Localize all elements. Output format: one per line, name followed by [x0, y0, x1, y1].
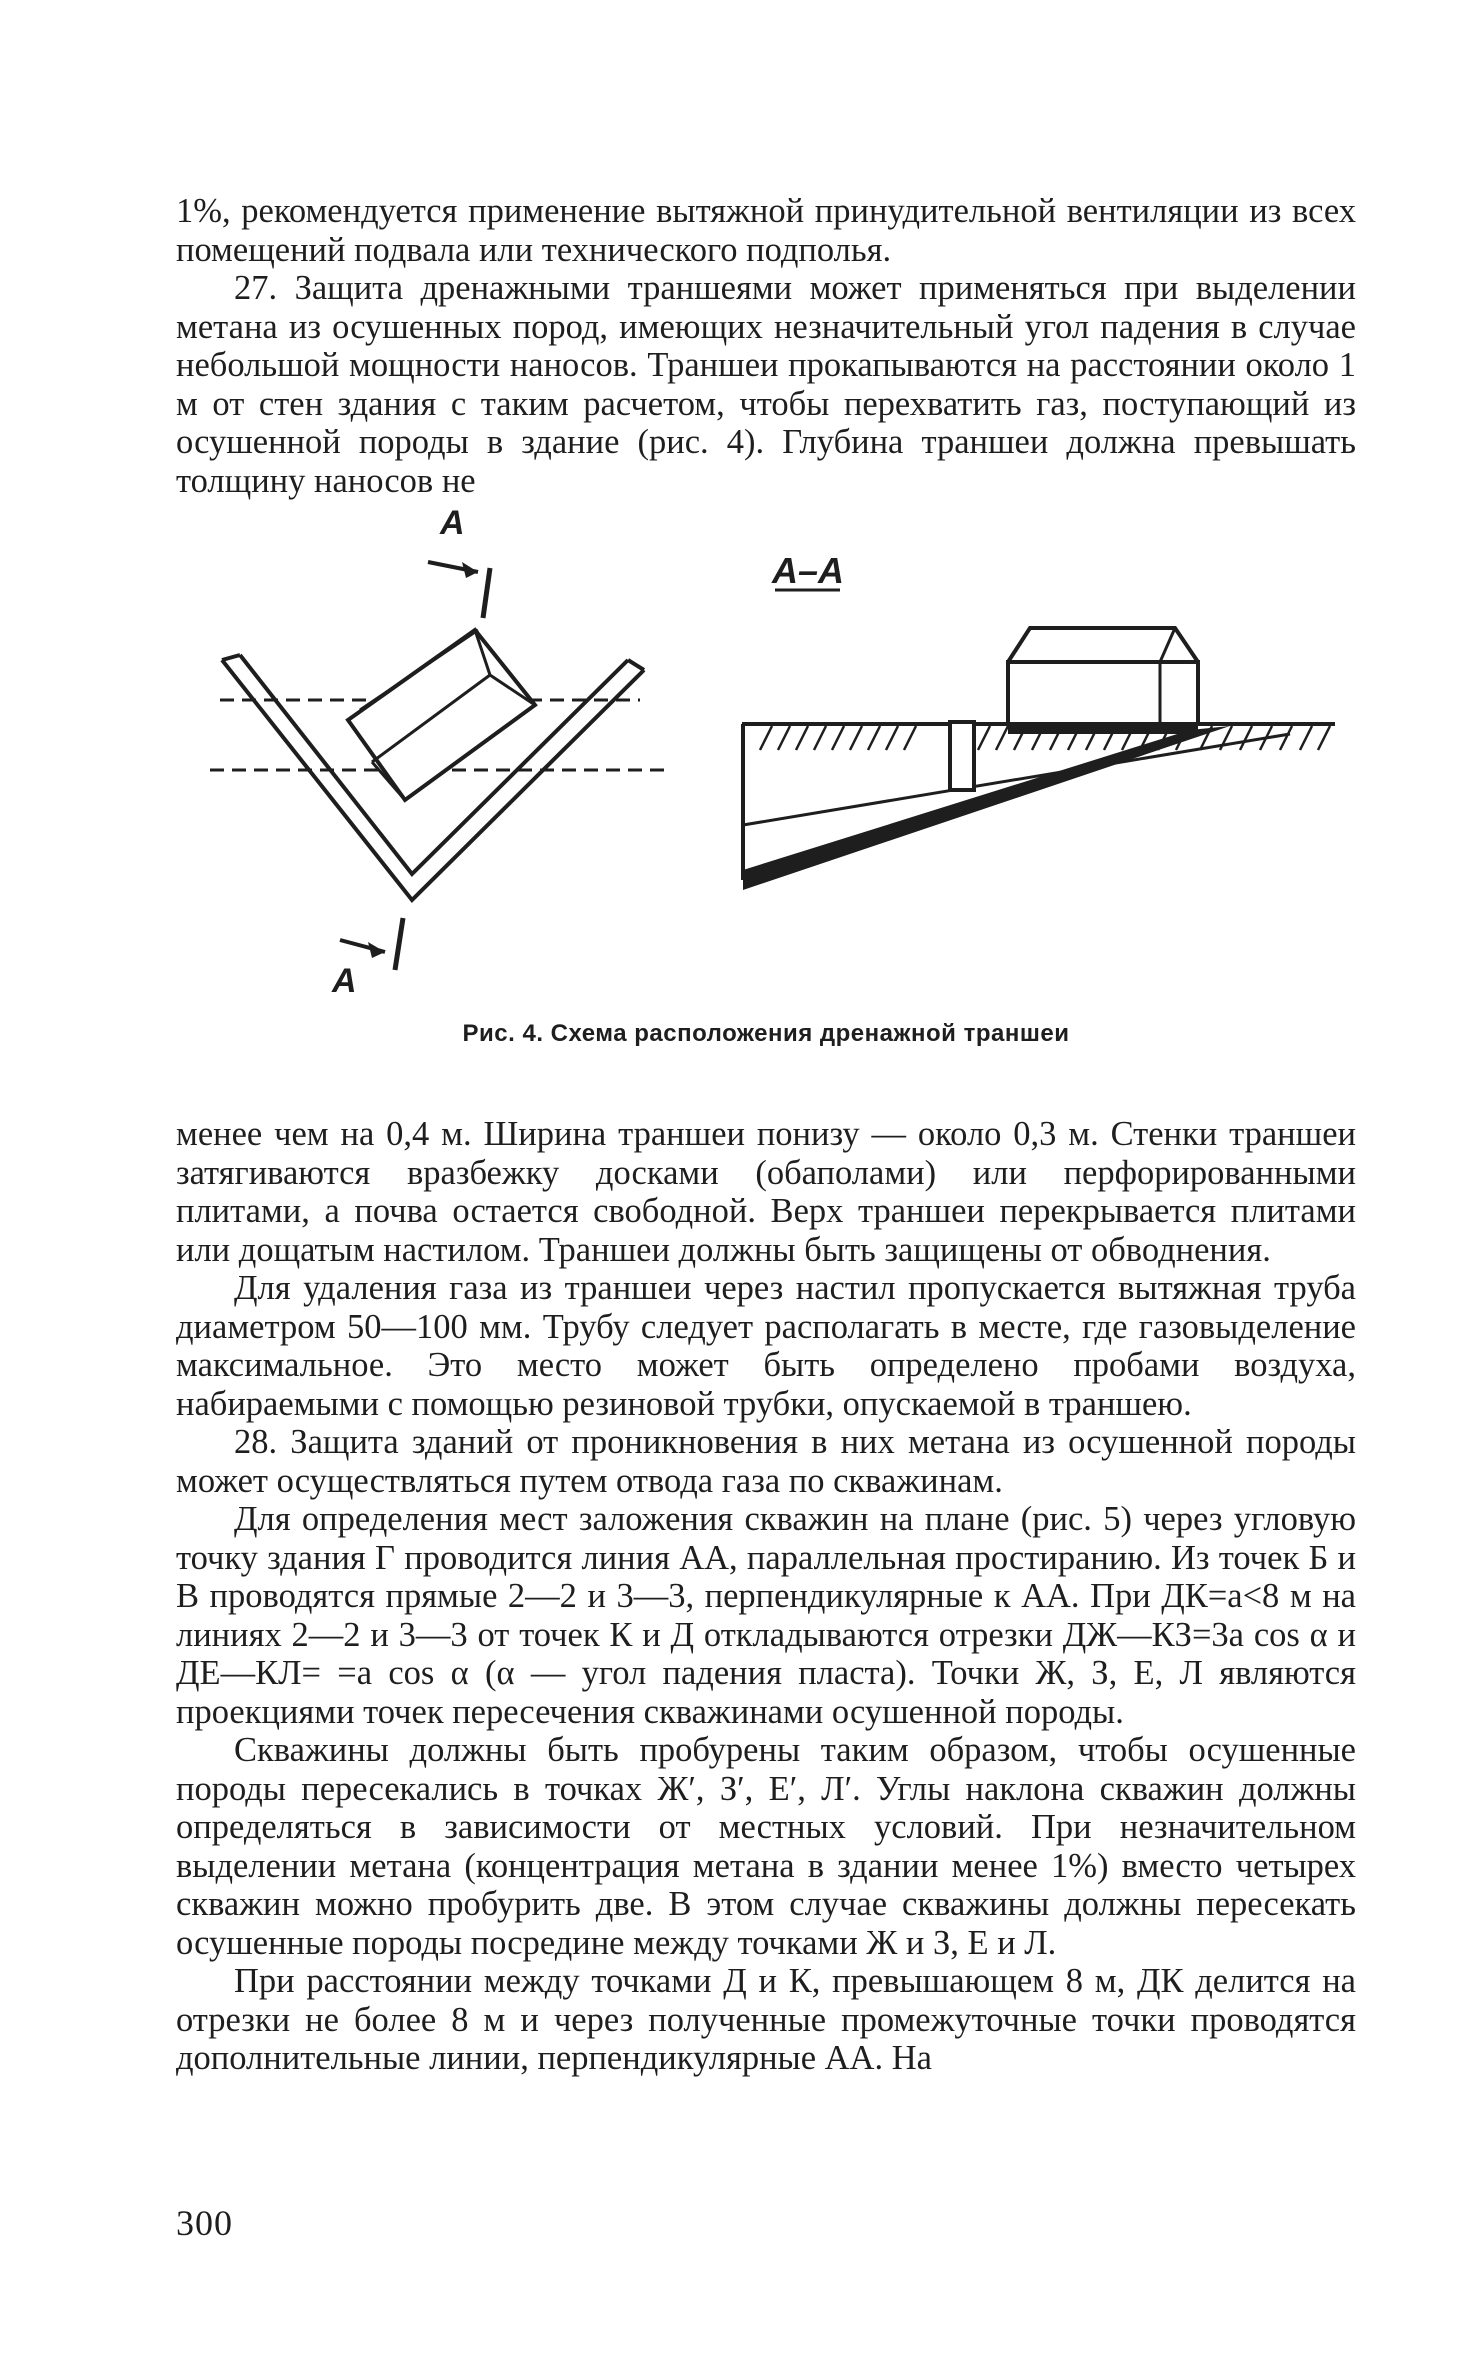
section-label-top: А	[440, 504, 465, 542]
figure-caption: Рис. 4. Схема расположения дренажной траншеи	[462, 1020, 1070, 1047]
section-title: А–А	[772, 550, 845, 591]
paragraph-well-placement: Для определения мест заложения скважин на плане (рис. 5) через угловую точку здания Г проводится линия АА, параллельная простиранию. Из точек Б и В проводятся прямые 2—2 и 3—3, перпендикулярные к АА. При ДК=а<8 м на линиях 2—2 и 3—3 от точек К и Д откладываются отрезки ДЖ—КЗ=3а cos α и ДЕ—КЛ= =а cos α (α — угол падения пласта). Точки Ж, З, Е, Л являются проекциями точек пересечения скважинами осушенной породы.	[176, 1500, 1356, 1731]
paragraph-exhaust-pipe: Для удаления газа из траншеи через настил пропускается вытяжная труба диаметром 50—100 мм. Трубу следует располагать в месте, где газовыделение максимальное. Это место может быть определено пробами воздуха, набираемыми с помощью резиновой трубки, опускаемой в траншею.	[176, 1269, 1356, 1423]
page-number: 300	[176, 2203, 233, 2243]
paragraph-trench-dims: менее чем на 0,4 м. Ширина траншеи понизу — около 0,3 м. Стенки траншеи затягиваются вразбежку досками (обаполами) или перфорированными плитами, а почва остается свободной. Верх траншеи перекрывается плитами или дощатым настилом. Траншеи должны быть защищены от обводнения.	[176, 1115, 1356, 1269]
figure-4	[200, 500, 1350, 1020]
paragraph-continuation: 1%, рекомендуется применение вытяжной принудительной вентиляции из всех помещений подвала или технического подполья.	[176, 192, 1356, 269]
text-block-bottom	[176, 1115, 1356, 2078]
section-label-bottom: А	[332, 962, 357, 1000]
paragraph-distance: При расстоянии между точками Д и К, превышающем 8 м, ДК делится на отрезки не более 8 м и через полученные промежуточные точки проводятся дополнительные линии, перпендикулярные АА. На	[176, 1962, 1356, 2077]
paragraph-28: 28. Защита зданий от проникновения в них метана из осушенной породы может осуществляться путем отвода газа по скважинам.	[176, 1423, 1356, 1500]
text-block-top	[176, 192, 1356, 500]
building-section	[1008, 662, 1198, 724]
paragraph-well-drilling: Скважины должны быть пробурены таким образом, чтобы осушенные породы пересекались в точках Ж′, З′, Е′, Л′. Углы наклона скважин должны определяться в зависимости от местных условий. При незначительном выделении метана (концентрация метана в здании менее 1%) вместо четырех скважин можно пробурить две. В этом случае скважины должны пересекать осушенные породы посредине между точками Ж и З, Е и Л.	[176, 1731, 1356, 1962]
paragraph-27: 27. Защита дренажными траншеями может применяться при выделении метана из осушенных пород, имеющих незначительный угол падения в случае небольшой мощности наносов. Траншеи прокапываются на расстоянии около 1 м от стен здания с таким расчетом, чтобы перехватить газ, поступающий из осушенной породы в здание (рис. 4). Глубина траншеи должна превышать толщину наносов не	[176, 269, 1356, 500]
drained-seam	[743, 726, 1230, 890]
trench-section	[950, 722, 974, 790]
